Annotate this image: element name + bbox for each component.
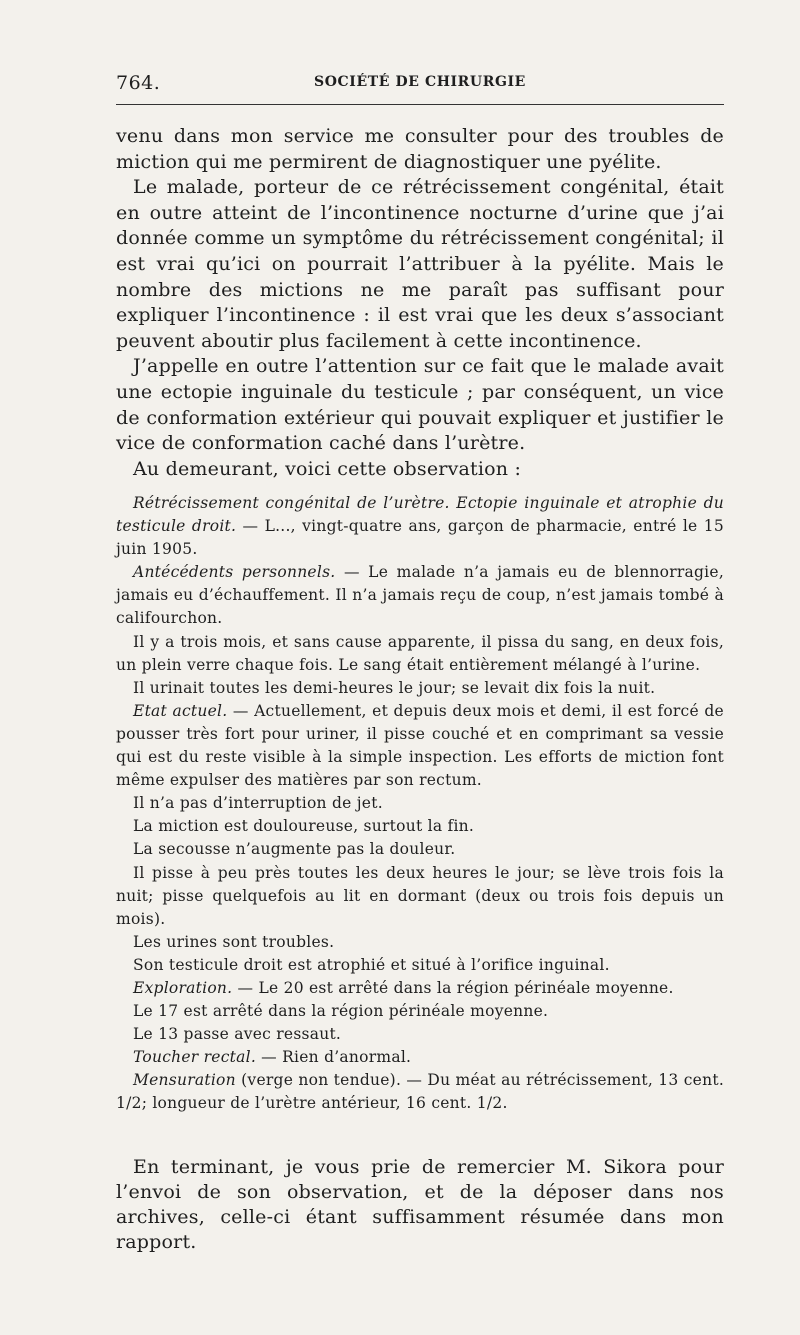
paragraph-17: Le 17 est arrêté dans la région périnéale moyenne. — [133, 1002, 549, 1021]
antecedents-label: Antécédents personnels. — [133, 563, 336, 582]
mensuration-text: (verge non tendue). — Du méat au rétrécissement, 13 cent. 1/2; longueur de l’urètre antérieur, 16 cent. 1/2. — [116, 1071, 724, 1113]
paragraph-continuation: venu dans mon service me consulter pour des troubles de miction qui me permirent de diagnostiquer une pyélite. — [116, 125, 724, 173]
page-number: 764. — [116, 72, 161, 94]
main-text — [116, 124, 724, 482]
paragraph-testicule: Son testicule droit est atrophié et situé à l’orifice inguinal. — [133, 955, 610, 974]
mensuration-paragraph — [116, 1069, 724, 1115]
header-rule — [116, 104, 724, 105]
closing-text — [116, 1155, 724, 1255]
observation — [116, 492, 724, 1116]
antecedents-text: — Le malade n’a jamais eu de blennorragie, jamais eu d’échauffement. Il n’a jamais reçu de coup, n’est jamais tombé à califourchon. — [116, 563, 724, 628]
running-title: SOCIÉTÉ DE CHIRURGIE — [314, 74, 526, 90]
paragraph-pisse: Il pisse à peu près toutes les deux heures le jour; se lève trois fois la nuit; pisse quelquefois au lit en dormant (deux ou trois fois depuis un mois). — [116, 863, 724, 928]
closing-paragraph: En terminant, je vous prie de remercier M. Sikora pour l’envoi de son observation, et de la déposer dans nos archives, celle-ci étant suffisamment résumée dans mon rapport. — [116, 1156, 724, 1253]
toucher-text: — Rien d’anormal. — [256, 1048, 412, 1067]
exploration-label: Exploration. — [133, 978, 233, 997]
paragraph-13: Le 13 passe avec ressaut. — [133, 1025, 342, 1044]
toucher-paragraph — [116, 1046, 724, 1069]
mensuration-label: Mensuration — [133, 1071, 236, 1090]
paragraph-observation-intro: Au demeurant, voici cette observation : — [133, 457, 522, 480]
paragraph-malade: Le malade, porteur de ce rétrécissement congénital, était en outre atteint de l’incontinence nocturne d’urine que j’ai donnée comme un symptôme du rétrécissement congénital; il est vrai qu’ici on pourrait l’attribuer à la pyélite. Mais le nombre des mictions ne me paraît pas suffisant pour expliquer l’incontinence : il est vrai que les deux s’associant peuvent aboutir plus facilement à cette incontinence. — [116, 176, 724, 352]
observation-title-rest: — L..., vingt-quatre ans, garçon de pharmacie, entré le 15 juin 1905. — [116, 517, 724, 559]
paragraph-attention: J’appelle en outre l’attention sur ce fait que le malade avait une ectopie inguinale du testicule ; par conséquent, un vice de conformation extérieur qui pouvait expliquer et justifier le vice de conformation caché dans l’urètre. — [116, 355, 724, 455]
antecedents-paragraph — [116, 561, 724, 630]
etat-text: — Actuellement, et depuis deux mois et demi, il est forcé de pousser très fort pour uriner, il pisse couché et en comprimant sa vessie qui est du reste visible à la simple inspection. Les efforts de miction font même expulser des matières par son rectum. — [116, 701, 724, 790]
paragraph-trois-mois: Il y a trois mois, et sans cause apparente, il pissa du sang, en deux fois, un plein verre chaque fois. Le sang était entièrement mélangé à l’urine. — [116, 632, 724, 674]
exploration-paragraph — [116, 977, 724, 1000]
paragraph-urines: Les urines sont troubles. — [133, 932, 335, 951]
paragraph-secousse: La secousse n’augmente pas la douleur. — [133, 840, 456, 859]
observation-title-italic: Rétrécissement congénital de l’urètre. Ectopie inguinale et atrophie du testicule droit. — [116, 494, 724, 536]
etat-paragraph — [116, 700, 724, 792]
paragraph-interruption: Il n’a pas d’interruption de jet. — [133, 794, 383, 813]
toucher-label: Toucher rectal. — [133, 1048, 256, 1067]
paragraph-douloureuse: La miction est douloureuse, surtout la fin. — [133, 817, 475, 836]
observation-title — [116, 492, 724, 561]
paragraph-urinait: Il urinait toutes les demi-heures le jour; se levait dix fois la nuit. — [133, 678, 656, 697]
exploration-text: — Le 20 est arrêté dans la région périnéale moyenne. — [232, 978, 674, 997]
etat-label: Etat actuel. — [133, 701, 228, 720]
page-header — [116, 72, 724, 98]
